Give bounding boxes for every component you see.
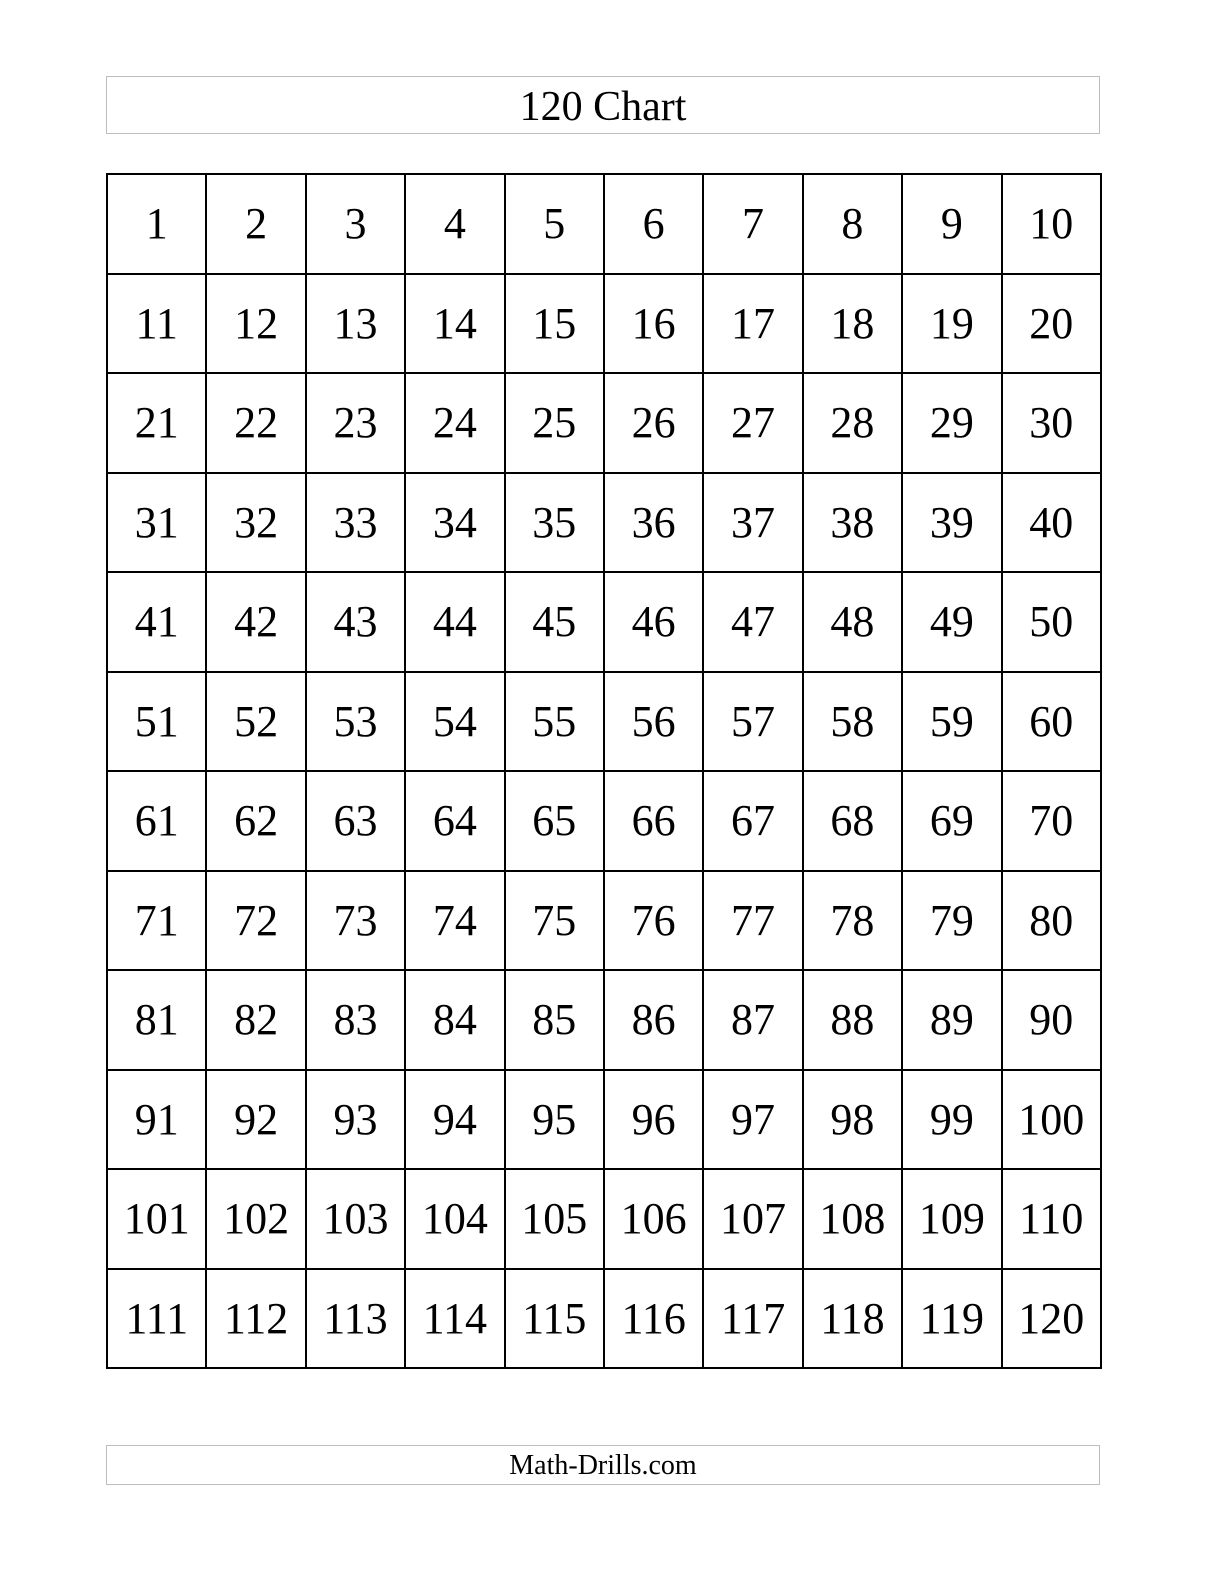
grid-cell: 102 [206,1169,305,1269]
grid-cell: 13 [306,274,405,374]
grid-cell: 20 [1002,274,1101,374]
grid-row [107,1070,1101,1170]
grid-cell: 113 [306,1269,405,1369]
number-chart-grid [106,173,1102,1369]
grid-cell: 7 [703,174,802,274]
grid-cell: 76 [604,871,703,971]
grid-cell: 111 [107,1269,206,1369]
grid-cell: 22 [206,373,305,473]
grid-cell: 86 [604,970,703,1070]
grid-row [107,274,1101,374]
grid-cell: 75 [505,871,604,971]
grid-cell: 34 [405,473,504,573]
grid-cell: 120 [1002,1269,1101,1369]
grid-cell: 93 [306,1070,405,1170]
grid-cell: 24 [405,373,504,473]
grid-row [107,672,1101,772]
grid-cell: 2 [206,174,305,274]
grid-cell: 68 [803,771,902,871]
grid-cell: 100 [1002,1070,1101,1170]
grid-cell: 46 [604,572,703,672]
grid-cell: 38 [803,473,902,573]
grid-cell: 49 [902,572,1001,672]
grid-cell: 81 [107,970,206,1070]
grid-cell: 35 [505,473,604,573]
grid-cell: 70 [1002,771,1101,871]
grid-cell: 73 [306,871,405,971]
grid-row [107,373,1101,473]
grid-cell: 32 [206,473,305,573]
grid-row [107,572,1101,672]
grid-cell: 48 [803,572,902,672]
grid-cell: 10 [1002,174,1101,274]
grid-cell: 63 [306,771,405,871]
grid-cell: 85 [505,970,604,1070]
grid-cell: 53 [306,672,405,772]
grid-row [107,473,1101,573]
grid-cell: 40 [1002,473,1101,573]
grid-cell: 117 [703,1269,802,1369]
grid-cell: 110 [1002,1169,1101,1269]
grid-cell: 67 [703,771,802,871]
grid-cell: 95 [505,1070,604,1170]
grid-cell: 101 [107,1169,206,1269]
grid-cell: 57 [703,672,802,772]
grid-cell: 107 [703,1169,802,1269]
grid-row [107,1269,1101,1369]
grid-cell: 45 [505,572,604,672]
grid-cell: 19 [902,274,1001,374]
grid-cell: 97 [703,1070,802,1170]
grid-cell: 83 [306,970,405,1070]
grid-cell: 37 [703,473,802,573]
grid-cell: 90 [1002,970,1101,1070]
grid-cell: 16 [604,274,703,374]
grid-cell: 72 [206,871,305,971]
grid-cell: 23 [306,373,405,473]
grid-cell: 25 [505,373,604,473]
grid-cell: 80 [1002,871,1101,971]
grid-cell: 51 [107,672,206,772]
grid-row [107,1169,1101,1269]
grid-cell: 58 [803,672,902,772]
grid-cell: 84 [405,970,504,1070]
grid-cell: 91 [107,1070,206,1170]
grid-cell: 109 [902,1169,1001,1269]
grid-cell: 29 [902,373,1001,473]
number-chart-body [107,174,1101,1368]
grid-row [107,174,1101,274]
grid-cell: 31 [107,473,206,573]
grid-cell: 12 [206,274,305,374]
grid-cell: 27 [703,373,802,473]
grid-cell: 26 [604,373,703,473]
grid-cell: 116 [604,1269,703,1369]
grid-cell: 11 [107,274,206,374]
grid-cell: 43 [306,572,405,672]
grid-cell: 3 [306,174,405,274]
grid-cell: 66 [604,771,703,871]
footer-box [106,1445,1100,1485]
grid-cell: 79 [902,871,1001,971]
grid-cell: 103 [306,1169,405,1269]
grid-cell: 30 [1002,373,1101,473]
grid-cell: 36 [604,473,703,573]
grid-cell: 4 [405,174,504,274]
grid-cell: 65 [505,771,604,871]
grid-cell: 1 [107,174,206,274]
grid-cell: 105 [505,1169,604,1269]
footer-site-name: Math-Drills.com [509,1450,697,1481]
grid-cell: 78 [803,871,902,971]
grid-cell: 18 [803,274,902,374]
grid-cell: 59 [902,672,1001,772]
grid-cell: 74 [405,871,504,971]
grid-cell: 112 [206,1269,305,1369]
grid-cell: 56 [604,672,703,772]
grid-cell: 69 [902,771,1001,871]
grid-cell: 104 [405,1169,504,1269]
grid-cell: 108 [803,1169,902,1269]
grid-cell: 62 [206,771,305,871]
grid-cell: 60 [1002,672,1101,772]
grid-cell: 99 [902,1070,1001,1170]
grid-cell: 44 [405,572,504,672]
grid-cell: 64 [405,771,504,871]
grid-cell: 87 [703,970,802,1070]
grid-cell: 61 [107,771,206,871]
grid-cell: 14 [405,274,504,374]
grid-cell: 17 [703,274,802,374]
grid-cell: 21 [107,373,206,473]
grid-cell: 92 [206,1070,305,1170]
grid-cell: 39 [902,473,1001,573]
page-title: 120 Chart [519,84,687,130]
grid-cell: 47 [703,572,802,672]
grid-cell: 15 [505,274,604,374]
grid-cell: 82 [206,970,305,1070]
grid-row [107,771,1101,871]
grid-cell: 52 [206,672,305,772]
grid-cell: 115 [505,1269,604,1369]
grid-cell: 33 [306,473,405,573]
grid-cell: 5 [505,174,604,274]
grid-cell: 42 [206,572,305,672]
grid-cell: 8 [803,174,902,274]
grid-cell: 55 [505,672,604,772]
grid-cell: 89 [902,970,1001,1070]
title-box [106,76,1100,134]
grid-cell: 98 [803,1070,902,1170]
grid-cell: 88 [803,970,902,1070]
grid-cell: 94 [405,1070,504,1170]
grid-cell: 96 [604,1070,703,1170]
grid-cell: 41 [107,572,206,672]
grid-cell: 77 [703,871,802,971]
grid-cell: 50 [1002,572,1101,672]
grid-cell: 54 [405,672,504,772]
grid-cell: 9 [902,174,1001,274]
grid-cell: 71 [107,871,206,971]
grid-cell: 118 [803,1269,902,1369]
grid-row [107,970,1101,1070]
grid-cell: 114 [405,1269,504,1369]
grid-cell: 6 [604,174,703,274]
grid-row [107,871,1101,971]
grid-cell: 106 [604,1169,703,1269]
grid-cell: 119 [902,1269,1001,1369]
grid-cell: 28 [803,373,902,473]
